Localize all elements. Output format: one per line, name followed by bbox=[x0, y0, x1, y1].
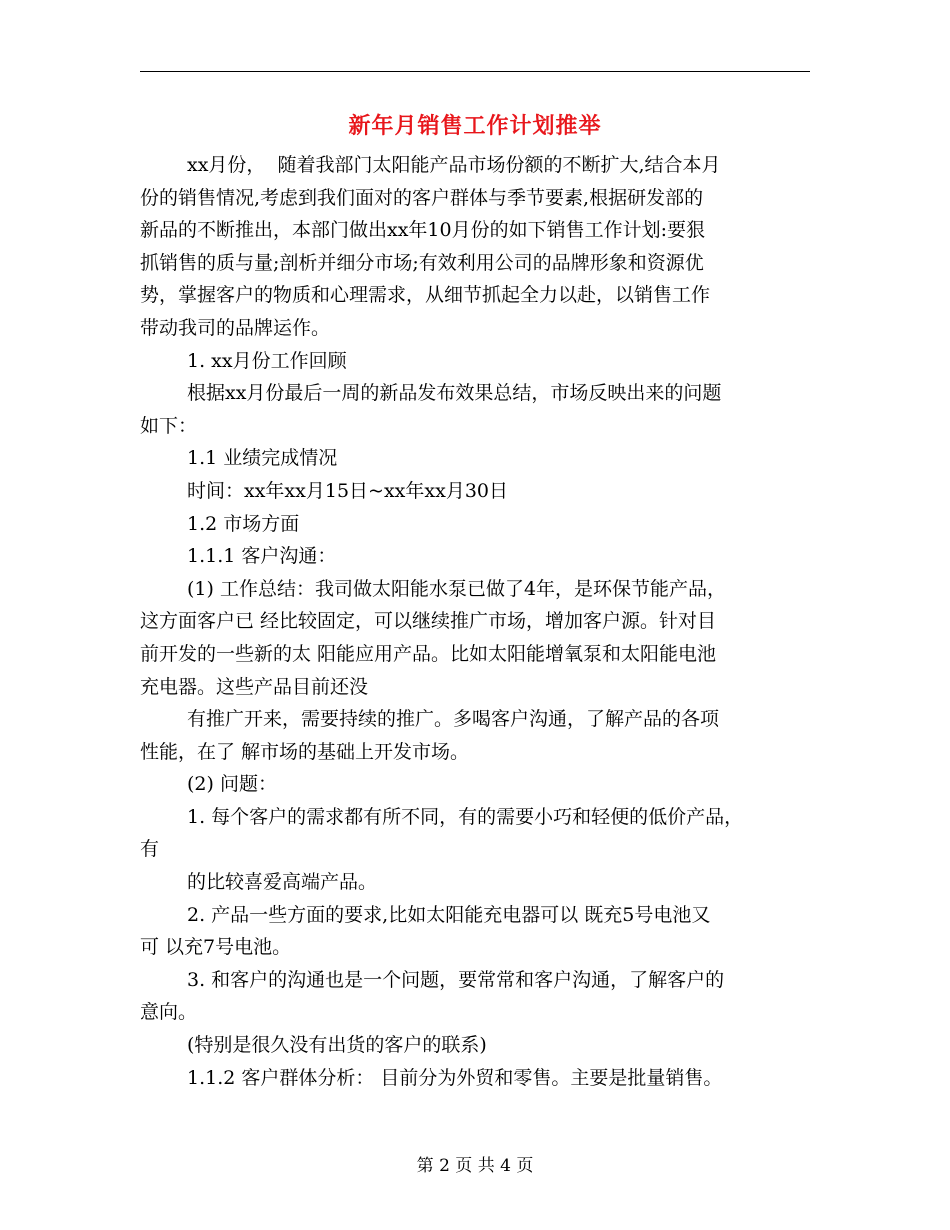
body-line: 带动我司的品牌运作。 bbox=[140, 316, 331, 339]
body-line: 3. 和客户的沟通也是一个问题，要常常和客户沟通，了解客户的 bbox=[187, 968, 725, 991]
body-line: 1. xx月份工作回顾 bbox=[187, 349, 347, 372]
body-line: 的比较喜爱高端产品。 bbox=[187, 871, 378, 894]
page-number-footer: 第 2 页 共 4 页 bbox=[416, 1156, 534, 1176]
body-line: (特别是很久没有出货的客户的联系) bbox=[187, 1034, 487, 1057]
body-line: 抓销售的质与量;剖析并细分市场;有效利用公司的品牌形象和资源优 bbox=[140, 251, 704, 274]
document-body bbox=[140, 149, 812, 1094]
body-line: 如下： bbox=[140, 414, 198, 437]
body-line: 1.1 业绩完成情况 bbox=[187, 447, 338, 470]
body-line: 充电器。这些产品目前还没 bbox=[140, 675, 369, 698]
body-line: 可 以充7号电池。 bbox=[140, 936, 292, 959]
body-line: 意向。 bbox=[140, 1001, 198, 1024]
body-line: 1.1.2 客户群体分析： 目前分为外贸和零售。主要是批量销售。 bbox=[187, 1066, 723, 1089]
body-line: 1.1.1 客户沟通： bbox=[187, 545, 337, 568]
body-line: 份的销售情况,考虑到我们面对的客户群体与季节要素,根据研发部的 bbox=[140, 186, 704, 209]
body-line: 性能，在了 解市场的基础上开发市场。 bbox=[140, 740, 470, 763]
body-line: 前开发的一些新的太 阳能应用产品。比如太阳能增氧泵和太阳能电池 bbox=[140, 642, 717, 665]
body-line: 1. 每个客户的需求都有所不同，有的需要小巧和轻便的低价产品， bbox=[187, 805, 744, 828]
body-line: 2. 产品一些方面的要求,比如太阳能充电器可以 既充5号电池又 bbox=[187, 903, 711, 926]
document-title: 新年月销售工作计划推举 bbox=[348, 113, 602, 139]
body-line: 时间：xx年xx月15日~xx年xx月30日 bbox=[187, 479, 508, 502]
body-line: 有 bbox=[140, 838, 160, 861]
body-line: xx月份， 随着我部门太阳能产品市场份额的不断扩大,结合本月 bbox=[187, 154, 721, 176]
body-line: (2) 问题： bbox=[187, 773, 277, 796]
body-line: 势，掌握客户的物质和心理需求，从细节抓起全力以赴，以销售工作 bbox=[140, 284, 711, 307]
body-line: (1) 工作总结：我司做太阳能水泵已做了4年，是环保节能产品， bbox=[187, 577, 727, 600]
body-line: 1.2 市场方面 bbox=[187, 512, 300, 535]
body-line: 新品的不断推出，本部门做出xx年10月份的如下销售工作计划:要狠 bbox=[140, 219, 706, 242]
header-rule bbox=[140, 71, 810, 72]
body-line: 根据xx月份最后一周的新品发布效果总结，市场反映出来的问题 bbox=[187, 382, 722, 405]
body-line: 有推广开来，需要持续的推广。多喝客户沟通，了解产品的各项 bbox=[187, 708, 720, 731]
body-line: 这方面客户已 经比较固定，可以继续推广市场，增加客户源。针对目 bbox=[140, 610, 717, 633]
